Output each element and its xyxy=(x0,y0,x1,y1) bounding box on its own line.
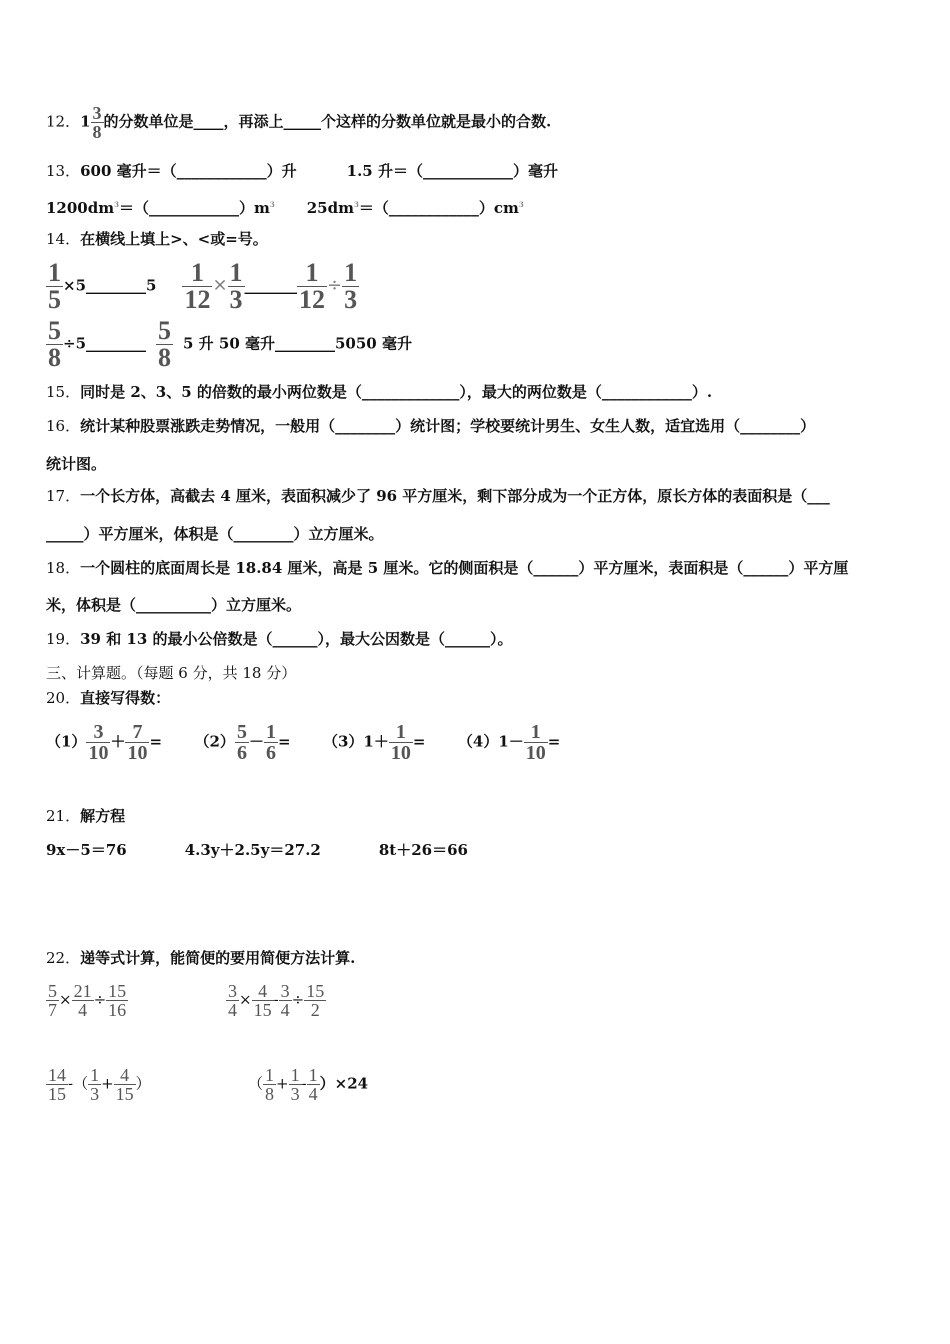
conversion-a: 600 毫升＝（____________）升 xyxy=(80,162,297,180)
equations-row xyxy=(46,840,468,860)
operator: × xyxy=(239,990,252,1009)
question-18-cont xyxy=(46,595,301,615)
item-label: （4）1－ xyxy=(457,732,524,751)
equals: = xyxy=(547,732,561,751)
compare-text: ÷5________ xyxy=(63,334,147,353)
compare-row-1 xyxy=(46,260,359,313)
question-text: 直接写得数： xyxy=(80,689,171,707)
whole-number: 1 xyxy=(80,112,91,131)
open-paren: （ xyxy=(248,1074,264,1093)
conversion-d-value: 25dm xyxy=(306,199,354,217)
conversion-c-value: 1200dm xyxy=(46,199,115,217)
fraction: $\frac{5}{8}$ xyxy=(158,316,172,372)
fraction: $\frac{1}{12}$ xyxy=(184,258,211,314)
fraction: $\frac{1}{6}$ xyxy=(265,721,276,764)
question-14 xyxy=(46,229,268,249)
compare-text: 5 升 50 毫升________5050 毫升 xyxy=(183,334,412,353)
expression-b xyxy=(226,982,326,1019)
fraction: $\frac{5}{6}$ xyxy=(236,721,247,764)
question-number: 19． xyxy=(46,630,81,648)
equals: = xyxy=(412,732,426,751)
question-text: 递等式计算，能简便的要用简便方法计算. xyxy=(80,949,356,967)
equals: = xyxy=(149,732,163,751)
expression-c xyxy=(46,1066,151,1103)
operator: - xyxy=(301,1074,307,1093)
equation: 9x－5＝76 xyxy=(46,841,127,859)
question-number: 17． xyxy=(46,487,81,505)
question-16-cont xyxy=(46,454,106,474)
fraction: $\frac{3}{4}$ xyxy=(228,981,237,1020)
fraction: $\frac{4}{15}$ xyxy=(253,981,272,1020)
superscript: 3 xyxy=(353,200,359,209)
question-text: 在横线上填上>、<或=号。 xyxy=(80,230,268,248)
fraction: $\frac{15}{16}$ xyxy=(108,981,127,1020)
fraction: $\frac{7}{10}$ xyxy=(127,721,148,764)
question-number: 20． xyxy=(46,689,81,707)
question-text: _____）平方厘米，体积是（________）立方厘米。 xyxy=(46,525,384,543)
question-text: 一个长方体，高截去 4 厘米，表面积减少了 96 平方厘米，剩下部分成为一个正方体，原长方体的表面积是（___ xyxy=(80,487,830,505)
section-title: 三、计算题。（每题 6 分，共 18 分） xyxy=(46,664,297,682)
question-text: 统计某种股票涨跌走势情况，一般用（________）统计图；学校要统计男生、女生人数，适宜选用（________） xyxy=(80,417,816,435)
conversion-c-blank: ＝（____________）m xyxy=(118,199,270,217)
item-label: （3）1＋ xyxy=(323,732,389,751)
question-text: 解方程 xyxy=(80,807,126,825)
arithmetic-row xyxy=(46,722,560,763)
operator: × xyxy=(59,990,72,1009)
question-text: 39 和 13 的最小公倍数是（______），最大公因数是（______）。 xyxy=(80,630,513,648)
operator: + xyxy=(276,1074,289,1093)
fraction: $\frac{3}{10}$ xyxy=(88,721,109,764)
conversion-b: 1.5 升＝（____________）毫升 xyxy=(346,162,558,180)
question-18 xyxy=(46,558,848,578)
close-paren: ） xyxy=(135,1074,151,1093)
question-number: 12． xyxy=(46,112,81,131)
question-15 xyxy=(46,382,712,402)
close-paren-times: ）×24 xyxy=(319,1074,369,1093)
operator: － xyxy=(248,732,264,751)
operator: ÷ xyxy=(291,990,305,1009)
question-text: 的分数单位是____，再添上_____个这样的分数单位就是最小的合数. xyxy=(103,112,552,131)
question-16 xyxy=(46,416,815,436)
fraction: $\frac{4}{15}$ xyxy=(115,1065,134,1104)
blank: _______ xyxy=(244,276,298,295)
operator: ÷ xyxy=(327,274,343,296)
fraction: $\frac{1}{4}$ xyxy=(308,1065,318,1104)
fraction: $\frac{1}{12}$ xyxy=(299,258,326,314)
fraction: $\frac{1}{8}$ xyxy=(265,1065,275,1104)
fraction: $\frac{1}{3}$ xyxy=(90,1065,100,1104)
question-number: 16． xyxy=(46,417,81,435)
equation: 8t＋26＝66 xyxy=(378,841,468,859)
question-number: 18． xyxy=(46,559,81,577)
compare-row-2 xyxy=(46,318,412,371)
question-13-row2 xyxy=(46,195,524,218)
question-19 xyxy=(46,629,513,649)
question-number: 21． xyxy=(46,807,81,825)
expression-a xyxy=(46,982,128,1019)
operator: -（ xyxy=(68,1074,89,1093)
operator: × xyxy=(212,274,228,296)
question-17-cont xyxy=(46,524,384,544)
fraction: $\frac{14}{15}$ xyxy=(48,1065,66,1104)
fraction: $\frac{15}{2}$ xyxy=(306,981,325,1020)
question-12 xyxy=(46,104,551,141)
fraction: $\frac{1}{10}$ xyxy=(390,721,411,764)
fraction: $\frac{1}{3}$ xyxy=(229,258,243,314)
operator: ÷ xyxy=(93,990,107,1009)
question-22 xyxy=(46,948,355,968)
question-number: 13． xyxy=(46,162,81,180)
fraction: $\frac{1}{5}$ xyxy=(48,258,61,314)
superscript: 3 xyxy=(269,200,275,209)
fraction: $\frac{3}{8}$ xyxy=(92,103,102,142)
operator: + xyxy=(101,1074,114,1093)
item-label: （1） xyxy=(46,732,87,751)
question-13 xyxy=(46,161,558,181)
conversion-d-blank: ＝（____________）cm xyxy=(358,199,519,217)
question-number: 22． xyxy=(46,949,81,967)
question-text: 一个圆柱的底面周长是 18.84 厘米，高是 5 厘米。它的侧面积是（______）平方厘米，表面积是（______）平方厘 xyxy=(80,559,849,577)
operator: - xyxy=(273,990,279,1009)
question-20 xyxy=(46,688,170,708)
fraction: $\frac{3}{4}$ xyxy=(280,981,290,1020)
superscript: 3 xyxy=(518,200,524,209)
question-text: 同时是 2、3、5 的倍数的最小两位数是（_____________），最大的两位数是（____________）. xyxy=(80,383,713,401)
question-text: 统计图。 xyxy=(46,455,107,473)
equals: = xyxy=(277,732,291,751)
fraction: $\frac{21}{4}$ xyxy=(73,981,92,1020)
compare-text: ×5________5 xyxy=(63,276,157,295)
item-label: （2） xyxy=(194,732,235,751)
superscript: 3 xyxy=(114,200,119,209)
fraction: $\frac{5}{8}$ xyxy=(48,316,61,372)
operator: ＋ xyxy=(110,732,126,751)
question-number: 15． xyxy=(46,383,81,401)
question-text: 米，体积是（__________）立方厘米。 xyxy=(46,596,302,614)
fraction: $\frac{1}{3}$ xyxy=(290,1065,300,1104)
fraction: $\frac{5}{7}$ xyxy=(48,981,57,1020)
question-21 xyxy=(46,806,125,826)
question-17 xyxy=(46,486,830,506)
fraction: $\frac{1}{10}$ xyxy=(525,721,546,764)
equation: 4.3y＋2.5y＝27.2 xyxy=(184,841,321,859)
question-number: 14． xyxy=(46,230,81,248)
expression-d xyxy=(248,1066,368,1103)
fraction: $\frac{1}{3}$ xyxy=(344,258,358,314)
